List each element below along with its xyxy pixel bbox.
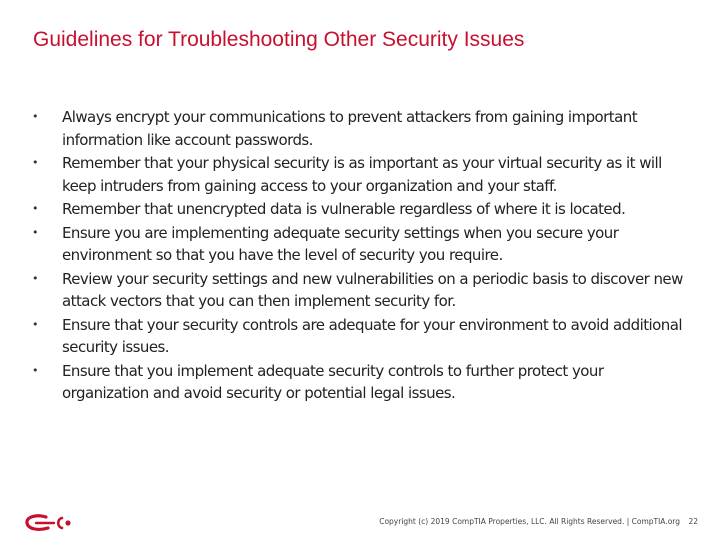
bullet-item	[30, 106, 690, 151]
bullet-item	[30, 152, 690, 197]
bullet-text: Review your security settings and new vulnerabilities on a periodic basis to discover new attack vectors that you can then implement security for.	[62, 269, 683, 310]
bullet-dot: •	[32, 110, 38, 123]
bullet-item	[30, 198, 690, 221]
bullet-list	[30, 106, 690, 406]
footer-copyright: Copyright (c) 2019 CompTIA Properties, LLC. All Rights Reserved. | CompTIA.org	[379, 517, 680, 526]
bullet-dot: •	[32, 317, 38, 331]
bullet-dot: •	[32, 156, 38, 169]
comptia-logo-icon	[24, 514, 74, 532]
bullet-item	[30, 314, 690, 359]
bullet-text: Ensure that your security controls are adequate for your environment to avoid additional security issues.	[62, 315, 682, 356]
slide-title: Guidelines for Troubleshooting Other Security Issues	[33, 28, 525, 51]
bullet-dot: •	[32, 363, 38, 377]
bullet-text: Ensure you are implementing adequate security settings when you secure your environment so that you have the level of security you require.	[62, 223, 619, 264]
bullet-text: Remember that unencrypted data is vulnerable regardless of where it is located.	[62, 200, 626, 218]
page-number: 22	[688, 517, 698, 526]
bullet-text: Always encrypt your communications to prevent attackers from gaining important information like account passwords.	[62, 108, 638, 149]
bullet-dot: •	[32, 271, 38, 285]
bullet-dot: •	[32, 202, 38, 215]
bullet-text: Ensure that you implement adequate security controls to further protect your organization and avoid security or potential legal issues.	[62, 361, 604, 402]
bullet-item	[30, 222, 690, 267]
bullet-item	[30, 360, 690, 405]
bullet-dot: •	[32, 225, 38, 239]
bullet-item	[30, 268, 690, 313]
bullet-text: Remember that your physical security is as important as your virtual security as it will keep intruders from gaining access to your organization and your staff.	[62, 154, 662, 195]
